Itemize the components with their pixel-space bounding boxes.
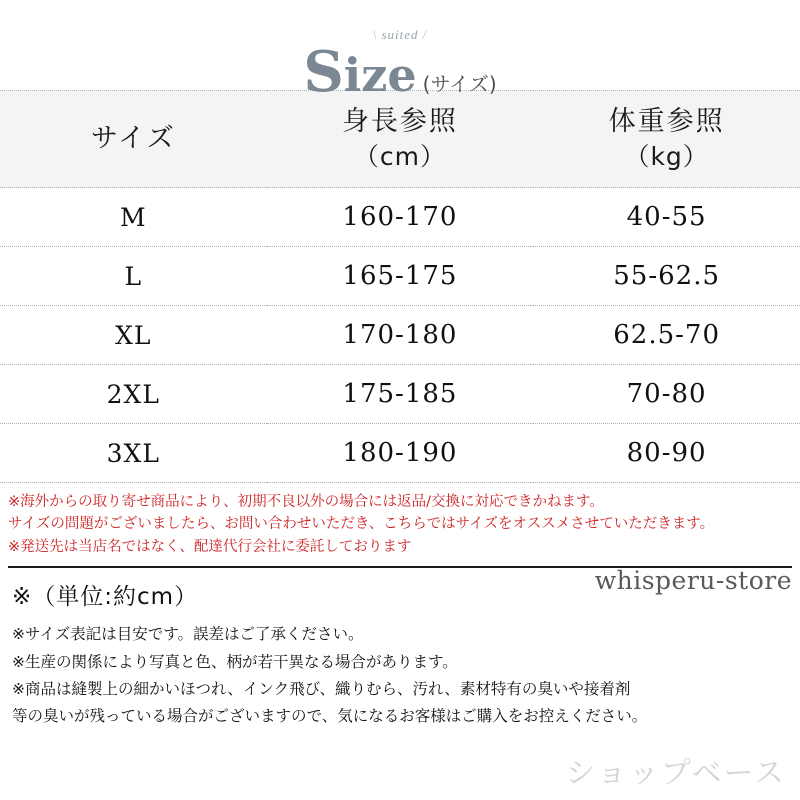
red-note-line: サイズの問題がございましたら、お問い合わせいただき、こちらではサイズをオススメさせていただきます。 xyxy=(8,516,715,533)
shop-watermark: ショップベース xyxy=(565,756,786,791)
header-height-unit: （cm） xyxy=(353,142,446,172)
header-cell-weight xyxy=(533,91,800,188)
cell-height: 175-185 xyxy=(267,365,534,424)
suited-label xyxy=(369,27,431,43)
black-note-line: ※商品は縫製上の細かいほつれ、インク飛び、織りむら、汚れ、素材特有の臭いや接着剤 xyxy=(12,679,631,698)
table-row xyxy=(0,247,800,306)
cell-weight: 70-80 xyxy=(533,365,800,424)
unit-note: ※（単位:約cm） xyxy=(12,584,199,611)
cell-weight: 55-62.5 xyxy=(533,247,800,306)
table-header-row xyxy=(0,91,800,188)
suited-text: suited xyxy=(381,27,419,42)
cell-height: 165-175 xyxy=(267,247,534,306)
cell-size: L xyxy=(0,247,267,306)
black-note-line: ※サイズ表記は目安です。誤差はご了承ください。 xyxy=(12,625,364,644)
cell-height: 170-180 xyxy=(267,306,534,365)
title-size xyxy=(303,39,417,105)
cell-weight: 40-55 xyxy=(533,188,800,247)
header-cell-size: サイズ xyxy=(0,91,267,188)
page-header xyxy=(0,0,800,105)
header-weight-unit: （kg） xyxy=(624,142,709,172)
cell-height: 180-190 xyxy=(267,424,534,483)
size-table-wrap xyxy=(0,90,800,483)
red-notes xyxy=(0,483,800,558)
table-row xyxy=(0,365,800,424)
store-watermark: whisperu-store xyxy=(594,566,792,595)
header-weight-main: 体重参照 xyxy=(608,105,725,137)
header-height-main: 身長参照 xyxy=(341,105,458,137)
black-note-line: ※生産の関係により写真と色、柄が若干異なる場合があります。 xyxy=(12,652,458,671)
cell-size: XL xyxy=(0,306,267,365)
black-notes xyxy=(0,611,800,730)
table-row xyxy=(0,306,800,365)
cell-size: 2XL xyxy=(0,365,267,424)
cell-weight: 62.5-70 xyxy=(533,306,800,365)
black-note-line: 等の臭いが残っている場合がございますので、気になるお客様はご購入をお控えください。 xyxy=(12,706,648,725)
title-size-rest: ize xyxy=(343,48,417,102)
title-japanese: (サイズ) xyxy=(422,72,497,96)
title-size-capital: S xyxy=(303,39,344,105)
header-cell-height xyxy=(267,91,534,188)
suited-slash-right: / xyxy=(422,27,428,42)
table-row xyxy=(0,188,800,247)
table-row xyxy=(0,424,800,483)
cell-size: M xyxy=(0,188,267,247)
suited-slash-left: \ xyxy=(372,27,378,42)
red-note-line: ※海外からの取り寄せ商品により、初期不良以外の場合には返品/交換に対応できかねます。 xyxy=(8,494,604,510)
page-title xyxy=(0,39,800,105)
red-note-line: ※発送先は当店名ではなく、配達代行会社に委託しております xyxy=(8,538,412,555)
size-table xyxy=(0,90,800,483)
cell-height: 160-170 xyxy=(267,188,534,247)
cell-size: 3XL xyxy=(0,424,267,483)
cell-weight: 80-90 xyxy=(533,424,800,483)
